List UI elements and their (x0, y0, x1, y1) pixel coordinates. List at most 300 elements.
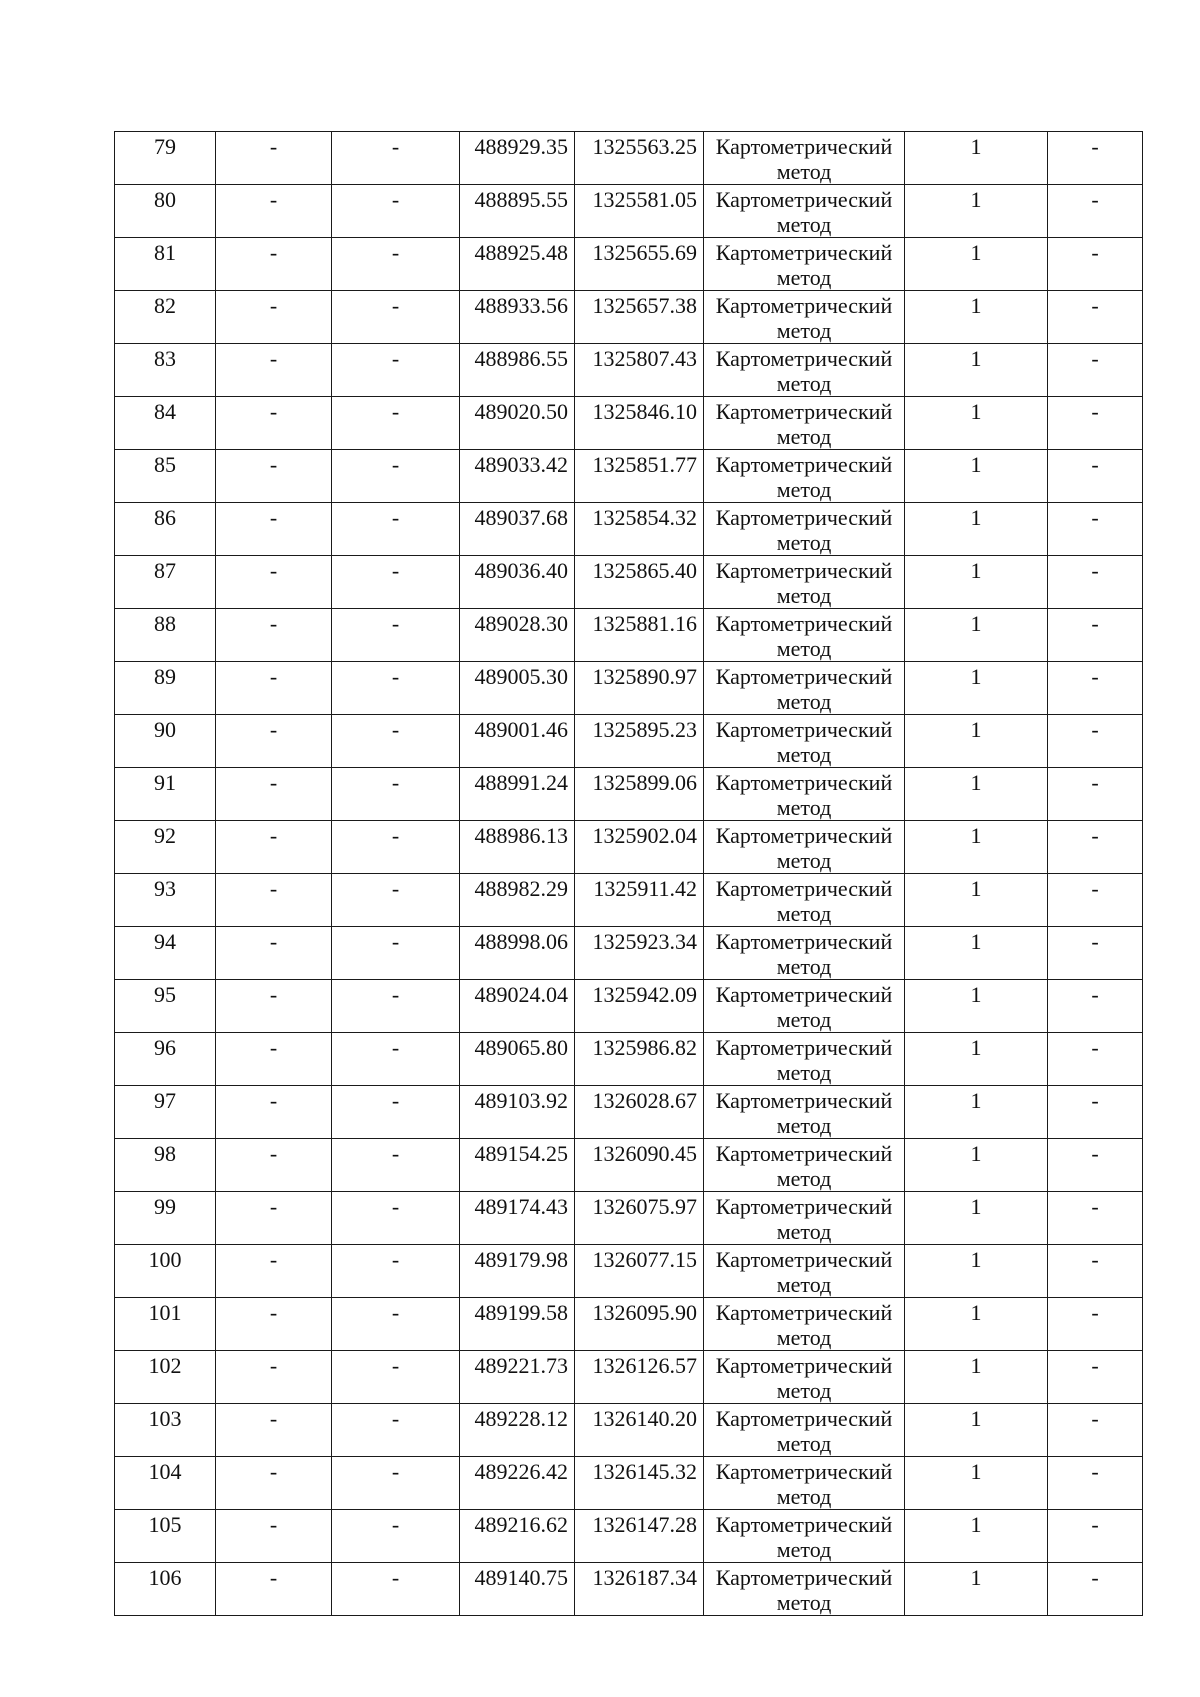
coordinate-y-text: 1325581.05 (592, 187, 697, 212)
method-cell (704, 1510, 905, 1563)
point-number-cell (115, 450, 216, 503)
point-number-text: 92 (154, 823, 176, 848)
empty-dash-cell (216, 1404, 332, 1457)
method-cell (704, 344, 905, 397)
coordinate-x-cell (460, 768, 575, 821)
coordinate-y-text: 1326090.45 (592, 1141, 697, 1166)
empty-dash-cell (332, 1139, 460, 1192)
note-text: - (1091, 770, 1099, 795)
point-number-cell (115, 980, 216, 1033)
coordinate-y-cell (575, 1351, 704, 1404)
method-text: Картометрический метод (715, 982, 893, 1032)
coordinate-y-cell (575, 874, 704, 927)
coordinate-x-cell (460, 1563, 575, 1616)
accuracy-text: 1 (970, 982, 982, 1007)
empty-dash-text: - (391, 823, 400, 848)
empty-dash-text: - (391, 611, 400, 636)
coordinate-x-cell (460, 132, 575, 185)
note-cell (1048, 344, 1143, 397)
table-row (115, 768, 1143, 821)
method-text: Картометрический метод (715, 876, 893, 926)
note-text: - (1091, 505, 1099, 530)
note-cell (1048, 609, 1143, 662)
point-number-text: 103 (148, 1406, 182, 1431)
empty-dash-text: - (269, 823, 278, 848)
coordinate-x-cell (460, 450, 575, 503)
empty-dash-text: - (269, 187, 278, 212)
point-number-text: 85 (154, 452, 176, 477)
table-row (115, 821, 1143, 874)
coordinate-y-cell (575, 980, 704, 1033)
empty-dash-cell (332, 662, 460, 715)
method-cell (704, 238, 905, 291)
empty-dash-text: - (269, 664, 278, 689)
method-text: Картометрический метод (715, 1300, 893, 1350)
table-row (115, 1351, 1143, 1404)
coordinate-x-text: 488986.13 (474, 823, 568, 848)
coordinate-x-text: 489037.68 (474, 505, 568, 530)
table-body (115, 132, 1143, 1616)
table-row (115, 1457, 1143, 1510)
note-cell (1048, 503, 1143, 556)
point-number-cell (115, 821, 216, 874)
point-number-cell (115, 238, 216, 291)
accuracy-cell (905, 1192, 1048, 1245)
coordinate-x-cell (460, 662, 575, 715)
method-cell (704, 768, 905, 821)
table-row (115, 662, 1143, 715)
note-cell (1048, 980, 1143, 1033)
empty-dash-cell (332, 344, 460, 397)
method-text: Картометрический метод (715, 664, 893, 714)
accuracy-cell (905, 715, 1048, 768)
method-text: Картометрический метод (715, 1247, 893, 1297)
note-cell (1048, 1457, 1143, 1510)
coordinate-x-text: 488925.48 (474, 240, 568, 265)
table-row (115, 927, 1143, 980)
accuracy-text: 1 (970, 1194, 982, 1219)
point-number-cell (115, 1192, 216, 1245)
accuracy-text: 1 (970, 187, 982, 212)
accuracy-cell (905, 821, 1048, 874)
coordinate-x-cell (460, 1192, 575, 1245)
table-row (115, 1192, 1143, 1245)
note-cell (1048, 1086, 1143, 1139)
note-text: - (1091, 452, 1099, 477)
table-row (115, 1245, 1143, 1298)
empty-dash-text: - (391, 293, 400, 318)
table-row (115, 1139, 1143, 1192)
point-number-cell (115, 768, 216, 821)
note-text: - (1091, 1512, 1099, 1537)
method-text: Картометрический метод (715, 1512, 893, 1562)
empty-dash-cell (216, 980, 332, 1033)
point-number-cell (115, 662, 216, 715)
coordinate-y-cell (575, 609, 704, 662)
table-row (115, 1510, 1143, 1563)
note-text: - (1091, 558, 1099, 583)
coordinate-y-text: 1325911.42 (593, 876, 697, 901)
method-text: Картометрический метод (715, 1141, 893, 1191)
coordinate-x-cell (460, 1033, 575, 1086)
coordinate-x-cell (460, 1086, 575, 1139)
accuracy-text: 1 (970, 293, 982, 318)
empty-dash-cell (332, 1563, 460, 1616)
coordinate-y-cell (575, 927, 704, 980)
coordinate-y-text: 1325846.10 (592, 399, 697, 424)
note-cell (1048, 768, 1143, 821)
table-row (115, 1086, 1143, 1139)
empty-dash-cell (216, 1192, 332, 1245)
coordinate-y-cell (575, 768, 704, 821)
coordinate-y-text: 1325851.77 (592, 452, 697, 477)
coordinate-y-cell (575, 450, 704, 503)
empty-dash-cell (216, 344, 332, 397)
empty-dash-cell (216, 291, 332, 344)
point-number-cell (115, 185, 216, 238)
note-cell (1048, 874, 1143, 927)
point-number-text: 101 (148, 1300, 182, 1325)
coordinate-y-text: 1325902.04 (592, 823, 697, 848)
method-text: Картометрический метод (715, 134, 893, 184)
note-cell (1048, 1245, 1143, 1298)
accuracy-cell (905, 662, 1048, 715)
empty-dash-text: - (391, 1247, 400, 1272)
coordinate-y-text: 1325986.82 (592, 1035, 697, 1060)
method-text: Картометрический метод (715, 346, 893, 396)
note-cell (1048, 1033, 1143, 1086)
method-cell (704, 503, 905, 556)
method-text: Картометрический метод (715, 1353, 893, 1403)
empty-dash-cell (216, 556, 332, 609)
point-number-text: 96 (154, 1035, 176, 1060)
accuracy-cell (905, 1563, 1048, 1616)
point-number-text: 95 (154, 982, 176, 1007)
point-number-text: 102 (148, 1353, 182, 1378)
coordinate-y-text: 1326075.97 (592, 1194, 697, 1219)
point-number-text: 97 (154, 1088, 176, 1113)
empty-dash-cell (332, 980, 460, 1033)
coordinate-x-cell (460, 715, 575, 768)
empty-dash-text: - (391, 346, 400, 371)
empty-dash-cell (216, 503, 332, 556)
point-number-cell (115, 1033, 216, 1086)
note-text: - (1091, 293, 1099, 318)
empty-dash-text: - (391, 1088, 400, 1113)
table-row (115, 450, 1143, 503)
method-cell (704, 1404, 905, 1457)
empty-dash-cell (216, 132, 332, 185)
coordinate-y-text: 1326140.20 (592, 1406, 697, 1431)
empty-dash-cell (216, 1351, 332, 1404)
method-cell (704, 1245, 905, 1298)
empty-dash-text: - (269, 1194, 278, 1219)
coordinate-y-text: 1326145.32 (592, 1459, 697, 1484)
coordinate-x-text: 489174.43 (474, 1194, 568, 1219)
note-text: - (1091, 876, 1099, 901)
empty-dash-cell (332, 397, 460, 450)
coordinate-x-text: 489140.75 (474, 1565, 568, 1590)
point-number-text: 84 (154, 399, 176, 424)
method-cell (704, 874, 905, 927)
method-cell (704, 662, 905, 715)
empty-dash-text: - (391, 1565, 400, 1590)
coordinate-y-text: 1325895.23 (592, 717, 697, 742)
note-text: - (1091, 717, 1099, 742)
accuracy-text: 1 (970, 611, 982, 636)
coordinate-y-text: 1325865.40 (592, 558, 697, 583)
coordinate-y-text: 1326095.90 (592, 1300, 697, 1325)
point-number-cell (115, 397, 216, 450)
method-cell (704, 715, 905, 768)
method-cell (704, 1563, 905, 1616)
accuracy-cell (905, 927, 1048, 980)
empty-dash-cell (216, 821, 332, 874)
coordinate-x-text: 489033.42 (474, 452, 568, 477)
accuracy-text: 1 (970, 717, 982, 742)
accuracy-text: 1 (970, 1406, 982, 1431)
note-text: - (1091, 611, 1099, 636)
empty-dash-text: - (269, 1247, 278, 1272)
method-text: Картометрический метод (715, 1406, 893, 1456)
coordinate-x-cell (460, 291, 575, 344)
empty-dash-text: - (391, 240, 400, 265)
method-cell (704, 397, 905, 450)
table-row (115, 874, 1143, 927)
accuracy-cell (905, 397, 1048, 450)
note-text: - (1091, 929, 1099, 954)
note-cell (1048, 715, 1143, 768)
empty-dash-text: - (269, 1512, 278, 1537)
method-text: Картометрический метод (715, 770, 893, 820)
table-row (115, 291, 1143, 344)
accuracy-cell (905, 503, 1048, 556)
coordinate-y-cell (575, 1192, 704, 1245)
empty-dash-cell (332, 185, 460, 238)
coordinate-y-text: 1325899.06 (592, 770, 697, 795)
coordinate-y-cell (575, 715, 704, 768)
coordinate-y-cell (575, 1139, 704, 1192)
point-number-cell (115, 291, 216, 344)
coordinate-x-cell (460, 556, 575, 609)
empty-dash-text: - (391, 1406, 400, 1431)
point-number-cell (115, 1563, 216, 1616)
empty-dash-cell (216, 397, 332, 450)
empty-dash-text: - (391, 876, 400, 901)
table-row (115, 503, 1143, 556)
empty-dash-text: - (269, 505, 278, 530)
empty-dash-text: - (391, 1194, 400, 1219)
point-number-text: 82 (154, 293, 176, 318)
method-text: Картометрический метод (715, 1459, 893, 1509)
table-row (115, 397, 1143, 450)
note-cell (1048, 1298, 1143, 1351)
empty-dash-cell (332, 1457, 460, 1510)
coordinate-y-text: 1326187.34 (592, 1565, 697, 1590)
empty-dash-cell (216, 768, 332, 821)
coordinate-x-cell (460, 1351, 575, 1404)
accuracy-cell (905, 1139, 1048, 1192)
empty-dash-text: - (269, 717, 278, 742)
coordinate-y-cell (575, 291, 704, 344)
empty-dash-cell (332, 1404, 460, 1457)
method-cell (704, 1457, 905, 1510)
empty-dash-text: - (269, 1459, 278, 1484)
point-number-text: 87 (154, 558, 176, 583)
coordinate-y-text: 1325657.38 (592, 293, 697, 318)
point-number-text: 93 (154, 876, 176, 901)
empty-dash-cell (332, 927, 460, 980)
note-text: - (1091, 134, 1099, 159)
accuracy-text: 1 (970, 399, 982, 424)
empty-dash-cell (332, 556, 460, 609)
note-cell (1048, 927, 1143, 980)
coordinate-y-cell (575, 1033, 704, 1086)
empty-dash-text: - (269, 1035, 278, 1060)
method-text: Картометрический метод (715, 505, 893, 555)
empty-dash-cell (332, 768, 460, 821)
empty-dash-text: - (391, 929, 400, 954)
empty-dash-cell (216, 450, 332, 503)
note-cell (1048, 450, 1143, 503)
table-row (115, 238, 1143, 291)
empty-dash-cell (332, 821, 460, 874)
accuracy-text: 1 (970, 452, 982, 477)
coordinate-x-text: 488998.06 (474, 929, 568, 954)
empty-dash-text: - (391, 399, 400, 424)
note-text: - (1091, 664, 1099, 689)
coordinate-y-text: 1325942.09 (592, 982, 697, 1007)
coordinate-y-text: 1326126.57 (592, 1353, 697, 1378)
point-number-text: 81 (154, 240, 176, 265)
empty-dash-text: - (391, 1035, 400, 1060)
empty-dash-text: - (391, 452, 400, 477)
coordinate-y-cell (575, 662, 704, 715)
point-number-cell (115, 503, 216, 556)
empty-dash-cell (332, 450, 460, 503)
empty-dash-text: - (269, 1406, 278, 1431)
point-number-text: 89 (154, 664, 176, 689)
accuracy-cell (905, 1033, 1048, 1086)
empty-dash-text: - (391, 134, 400, 159)
point-number-cell (115, 927, 216, 980)
coordinate-x-text: 489065.80 (474, 1035, 568, 1060)
empty-dash-text: - (269, 1300, 278, 1325)
empty-dash-text: - (269, 399, 278, 424)
empty-dash-text: - (391, 558, 400, 583)
coordinate-x-cell (460, 1510, 575, 1563)
empty-dash-cell (216, 927, 332, 980)
empty-dash-text: - (391, 982, 400, 1007)
method-text: Картометрический метод (715, 929, 893, 979)
point-number-text: 94 (154, 929, 176, 954)
empty-dash-cell (332, 1192, 460, 1245)
coordinate-x-cell (460, 609, 575, 662)
method-cell (704, 821, 905, 874)
point-number-cell (115, 609, 216, 662)
note-text: - (1091, 240, 1099, 265)
accuracy-text: 1 (970, 664, 982, 689)
note-text: - (1091, 187, 1099, 212)
accuracy-text: 1 (970, 770, 982, 795)
method-text: Картометрический метод (715, 611, 893, 661)
empty-dash-cell (216, 1245, 332, 1298)
coordinate-x-cell (460, 927, 575, 980)
accuracy-cell (905, 768, 1048, 821)
point-number-text: 91 (154, 770, 176, 795)
method-cell (704, 1033, 905, 1086)
accuracy-text: 1 (970, 929, 982, 954)
method-cell (704, 1192, 905, 1245)
method-cell (704, 132, 905, 185)
point-number-cell (115, 1510, 216, 1563)
point-number-cell (115, 874, 216, 927)
note-cell (1048, 1563, 1143, 1616)
accuracy-cell (905, 1457, 1048, 1510)
point-number-cell (115, 1457, 216, 1510)
method-text: Картометрический метод (715, 399, 893, 449)
accuracy-text: 1 (970, 558, 982, 583)
method-cell (704, 609, 905, 662)
coordinate-x-text: 489103.92 (474, 1088, 568, 1113)
empty-dash-cell (216, 1457, 332, 1510)
note-text: - (1091, 823, 1099, 848)
point-number-cell (115, 1139, 216, 1192)
note-cell (1048, 556, 1143, 609)
empty-dash-text: - (391, 1459, 400, 1484)
note-text: - (1091, 346, 1099, 371)
coordinate-y-text: 1325890.97 (592, 664, 697, 689)
method-text: Картометрический метод (715, 1194, 893, 1244)
empty-dash-cell (332, 874, 460, 927)
coordinate-y-cell (575, 1086, 704, 1139)
method-cell (704, 556, 905, 609)
table-row (115, 1298, 1143, 1351)
point-number-cell (115, 344, 216, 397)
coordinate-x-text: 489199.58 (474, 1300, 568, 1325)
empty-dash-text: - (391, 1141, 400, 1166)
accuracy-text: 1 (970, 1512, 982, 1537)
coordinate-x-cell (460, 874, 575, 927)
empty-dash-cell (216, 609, 332, 662)
method-text: Картометрический метод (715, 1088, 893, 1138)
coordinate-x-text: 488929.35 (474, 134, 568, 159)
empty-dash-text: - (269, 1141, 278, 1166)
note-cell (1048, 662, 1143, 715)
point-number-cell (115, 132, 216, 185)
point-number-cell (115, 1298, 216, 1351)
coordinate-x-cell (460, 821, 575, 874)
empty-dash-cell (332, 1086, 460, 1139)
coordinate-x-text: 488986.55 (474, 346, 568, 371)
empty-dash-text: - (269, 611, 278, 636)
accuracy-cell (905, 238, 1048, 291)
coordinate-x-cell (460, 344, 575, 397)
empty-dash-text: - (391, 187, 400, 212)
accuracy-text: 1 (970, 876, 982, 901)
point-number-text: 90 (154, 717, 176, 742)
coordinate-x-text: 488895.55 (474, 187, 568, 212)
accuracy-cell (905, 1245, 1048, 1298)
note-text: - (1091, 982, 1099, 1007)
method-cell (704, 1139, 905, 1192)
point-number-text: 106 (148, 1565, 182, 1590)
note-cell (1048, 1139, 1143, 1192)
coordinate-y-cell (575, 1404, 704, 1457)
empty-dash-cell (332, 291, 460, 344)
empty-dash-cell (216, 1033, 332, 1086)
coordinates-table (114, 131, 1143, 1616)
